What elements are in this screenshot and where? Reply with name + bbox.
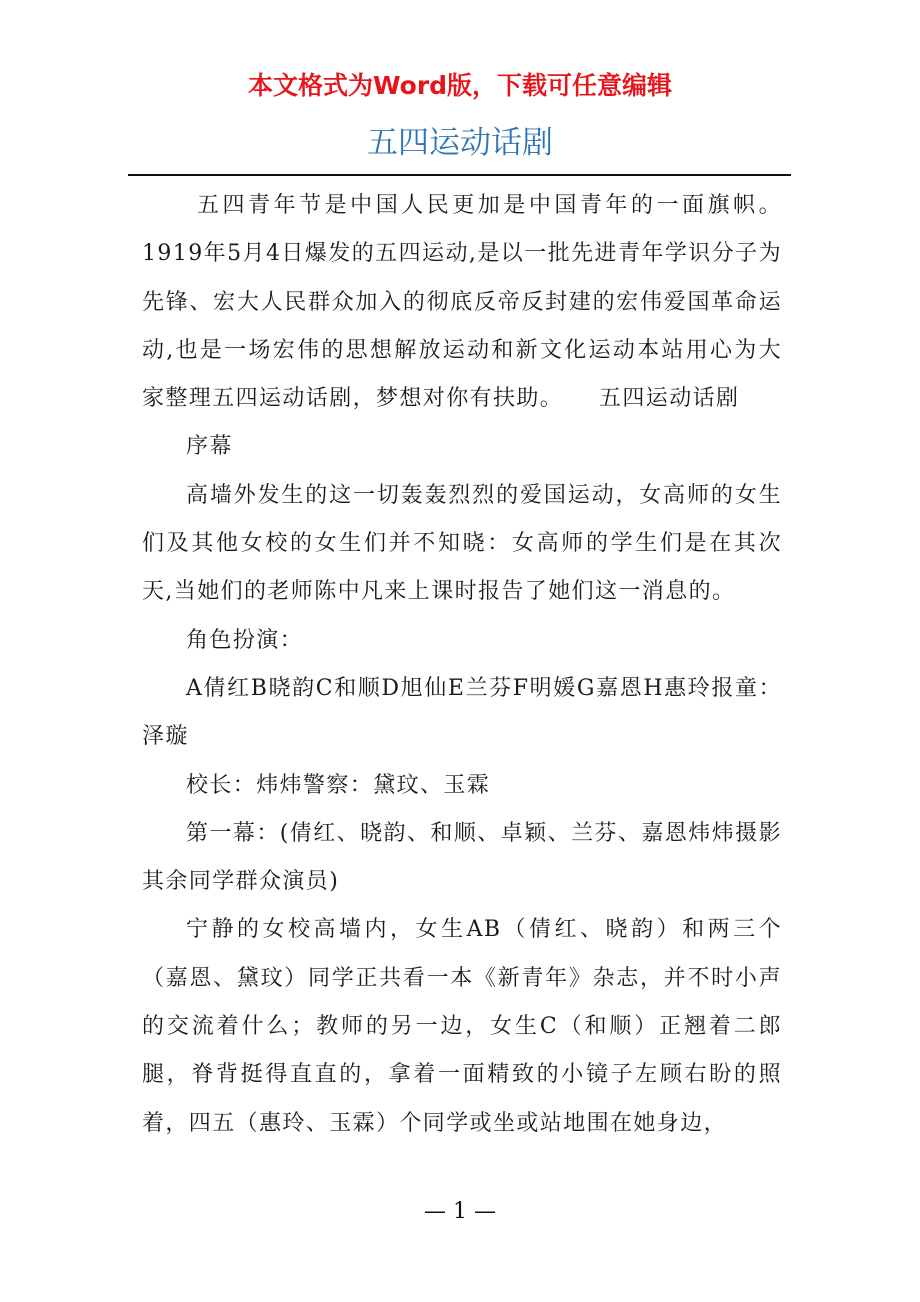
act-one-heading: 第一幕：(倩红、晓韵、和顺、卓颖、兰芬、嘉恩炜炜摄影其余同学群众演员) <box>142 820 782 895</box>
document-title: 五四运动话剧 <box>367 125 553 161</box>
act-one-paragraph: 宁静的女校高墙内，女生AB（倩红、晓韵）和两三个（嘉恩、黛玟）同学正共看一本《新青年》杂志，并不时小声的交流着什么；教师的另一边，女生C（和顺）正翘着二郎腿，脊背挺得直直的，拿着一面精致的小镜子左顾右盼的照着，四五（惠玲、玉霖）个同学或坐或站地围在她身边， <box>142 917 782 1136</box>
document-body <box>142 182 782 1148</box>
title-divider <box>128 174 791 176</box>
page-number: — 1 — <box>424 1199 496 1224</box>
prologue-paragraph: 高墙外发生的这一切轰轰烈烈的爱国运动，女高师的女生们及其他女校的女生们并不知晓：女高师的学生们是在其次天,当她们的老师陈中凡来上课时报告了她们这一消息的。 <box>142 482 782 605</box>
cast-list: A倩红B晓韵C和顺D旭仙E兰芬F明媛G嘉恩H惠玲报童：泽璇 <box>142 675 782 750</box>
cast-list-staff: 校长：炜炜警察：黛玟、玉霖 <box>186 772 491 798</box>
cast-heading: 角色扮演： <box>186 627 304 653</box>
download-banner: 本文格式为Word版，下载可任意编辑 <box>247 71 673 100</box>
intro-paragraph: 五四青年节是中国人民更加是中国青年的一面旗帜。1919年5月4日爆发的五四运动,是以一批先进青年学识分子为先锋、宏大人民群众加入的彻底反帝反封建的宏伟爱国革命运动,也是一场宏伟的思想解放运动和新文化运动本站用心为大家整理五四运动话剧，梦想对你有扶助。 五四运动话剧 <box>142 193 782 412</box>
prologue-heading: 序幕 <box>186 434 233 460</box>
